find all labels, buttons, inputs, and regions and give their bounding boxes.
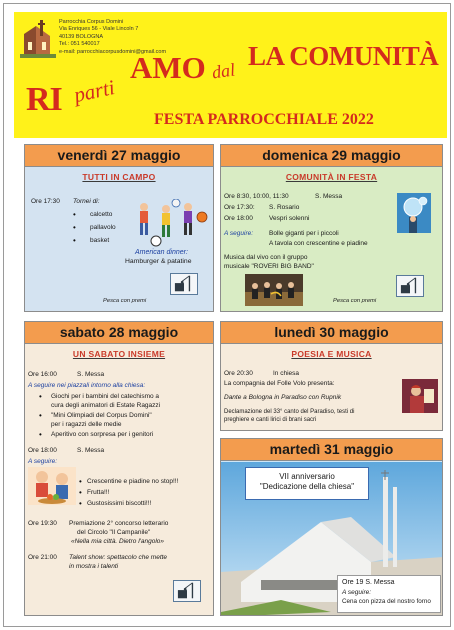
tournament-item: basket [90,237,110,244]
title-amo: AMO [130,50,206,85]
bullet-icon: • [79,488,82,497]
tournament-item: pallavolo [90,224,116,231]
sunday-music-line: Musica dal vivo con il gruppo [224,254,308,261]
parish-email: e-mail: parrocchiacorpusdomini@gmail.com [59,49,167,56]
sunday-schedule-time: Ore 17:30: [224,204,255,211]
tuesday-box [220,438,443,616]
monday-subheading: POESIA E MUSICA [291,349,372,359]
award-line: del Circolo "Il Campanile" [77,529,151,536]
talent-line: in mostra i talenti [69,563,119,570]
sunday-subheading: COMUNITÀ IN FESTA [285,172,378,182]
bullet-icon: • [79,477,82,486]
sunday-box [220,144,443,312]
saturday-box [24,321,214,616]
sunday-schedule-event: Vespri solenni [269,215,310,222]
saturday-activity: "Mini Olimpiadi del Corpus Domini" [51,412,152,419]
friday-box [24,144,214,312]
sunday-after-label: A seguire: [224,230,254,237]
award-time: Ore 19:30 [28,520,57,527]
monday-heading: lunedì 30 maggio [221,322,442,344]
sports-kids-illustration [130,199,212,247]
bullet-icon: • [39,392,42,401]
saturday-subheading: UN SABATO INSIEME [72,349,166,359]
saturday-activity: Giochi per i bambini del catechismo a [51,393,160,400]
bullet-icon: • [73,210,76,219]
tournament-item: calcetto [90,211,113,218]
tuesday-dinner: Cena con pizza del nostro forno [342,598,431,605]
saturday-mass-time: Ore 16:00 [28,371,57,378]
big-band-photo [245,274,303,306]
tuesday-mass: Ore 19 S. Messa [342,579,395,586]
food-item: Gustosissimi biscotti!!! [87,500,152,507]
friday-subheading: TUTTI IN CAMPO [82,172,156,182]
food-item: Frutta!!! [87,489,110,496]
bullet-icon: • [39,430,42,439]
tuesday-heading: martedì 31 maggio [221,439,442,461]
sunday-music-band: musicale "ROVERI BIG BAND" [224,263,314,270]
title-parti: parti [71,75,117,108]
award-line: Premiazione 2° concorso letterario [69,520,169,527]
bullet-icon: • [79,499,82,508]
monday-description: preghiere e canti lirici di brani sacri [224,417,317,423]
sunday-pesca-label: Pesca con premi [333,298,377,304]
sunday-schedule-event: S. Messa [315,193,343,200]
flyer-page [3,3,451,627]
saturday-heading: sabato 28 maggio [25,322,213,344]
sunday-heading: domenica 29 maggio [221,145,442,167]
sunday-schedule-event: S. Rosario [269,204,300,211]
saturday-evening-time: Ore 18:00 [28,447,57,454]
monday-time: Ore 20:30 [224,370,253,377]
sunday-schedule-time: Ore 8:30, 10:00, 11:30 [224,193,289,200]
anniversary-banner [245,467,369,500]
bullet-icon: • [73,223,76,232]
friday-time: Ore 17:30 [31,198,60,205]
sunday-after-line: Bolle giganti per i piccoli [269,230,339,237]
saturday-evening-intro: A seguire: [28,458,58,465]
bullet-icon: • [39,411,42,420]
friday-intro: Tornei di: [73,198,100,205]
friday-dinner-menu: Hamburger & patatine [125,258,192,265]
bullet-icon: • [73,236,76,245]
subtitle: FESTA PARROCCHIALE 2022 [154,111,374,128]
title-ri: RI [26,81,62,118]
tuesday-after-label: A seguire: [342,589,372,596]
parish-name: Parrocchia Corpus Domini [59,19,124,25]
fishing-prize-icon [173,580,201,602]
saturday-mass-event: S. Messa [77,371,105,378]
friday-pesca-label: Pesca con premi [103,298,147,304]
parish-street: Via Enriques 56 - Viale Lincoln 7 [59,26,139,33]
fishing-prize-icon [170,273,198,295]
parish-city: 40139 BOLOGNA [59,33,104,40]
monday-company: La compagnia del Folle Volo presenta: [224,380,335,387]
title-la-comunita: LA COMUNITÀ [248,41,439,71]
monday-description: Declamazione del 33° canto del Paradiso, testi di [224,409,355,415]
saturday-activity: per i ragazzi delle medie [51,421,122,428]
talent-line: Talent show: spettacolo che mette [69,554,168,561]
dante-painting [402,379,438,413]
saturday-evening-event: S. Messa [77,447,105,454]
friday-dinner-label: American dinner: [135,249,188,256]
fishing-prize-icon [396,275,424,297]
header-banner [14,12,447,138]
saturday-afternoon-intro: A seguire nei piazzali intorno alla chiesa: [28,382,146,389]
monday-show-title: Dante a Bologna in Paradiso con Rupnik [224,394,342,401]
monday-place: In chiesa [273,370,300,377]
tuesday-mass-card [337,575,441,613]
food-item: Crescentine e piadine no stop!!! [87,478,179,485]
talent-time: Ore 21:00 [28,554,57,561]
anniversary-title: "Dedicazione della chiesa" [259,482,355,491]
sunday-schedule-time: Ore 18:00 [224,215,253,222]
bubbles-illustration [397,193,431,233]
parish-phone: Tel.: 051 540017 [59,40,100,47]
saturday-activity: Aperitivo con sorpresa per i genitori [51,431,154,438]
award-line: «Nella mia città. Dietro l'angolo» [71,538,165,545]
anniversary-line: VII anniversario [279,472,335,481]
sunday-after-line: A tavola con crescentine e piadine [269,240,368,247]
title-dal: dal [210,59,237,83]
saturday-activity: cura degli animatori di Estate Ragazzi [51,402,161,409]
friday-heading: venerdì 27 maggio [25,145,213,167]
monday-box [220,321,443,431]
food-kids-illustration [28,467,76,505]
